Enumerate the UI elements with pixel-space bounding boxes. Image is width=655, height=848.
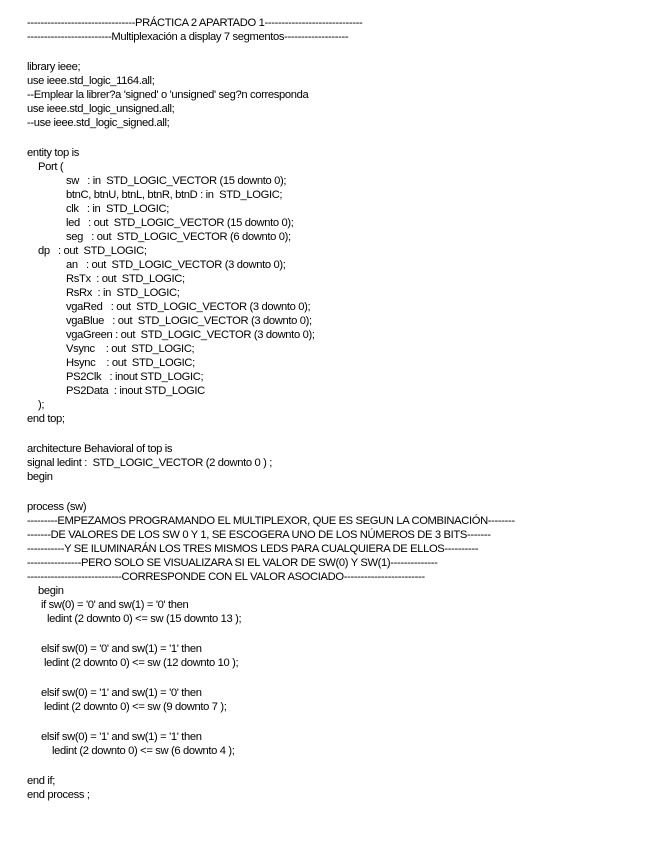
port-line: Hsync : out STD_LOGIC;: [66, 357, 195, 369]
code-line: ledint (2 downto 0) <= sw (9 downto 7 );: [44, 701, 227, 713]
port-line: PS2Clk : inout STD_LOGIC;: [66, 371, 204, 383]
comment-line: --Emplear la librer?a 'signed' o 'unsigned' seg?n corresponda: [27, 89, 309, 101]
port-line: vgaGreen : out STD_LOGIC_VECTOR (3 downto 0);: [66, 329, 315, 341]
code-line: if sw(0) = '0' and sw(1) = '0' then: [41, 599, 189, 611]
code-line: elsif sw(0) = '1' and sw(1) = '0' then: [41, 687, 202, 699]
code-line: Port (: [38, 161, 64, 173]
port-line: sw : in STD_LOGIC_VECTOR (15 downto 0);: [66, 175, 287, 187]
code-line: end process ;: [27, 789, 90, 801]
code-line: begin: [27, 471, 53, 483]
comment-line: ----------------PERO SOLO SE VISUALIZARA SI EL VALOR DE SW(0) Y SW(1)--------------: [27, 557, 438, 569]
port-line: btnC, btnU, btnL, btnR, btnD : in STD_LOGIC;: [66, 189, 283, 201]
port-line: seg : out STD_LOGIC_VECTOR (6 downto 0);: [66, 231, 291, 243]
port-line: dp : out STD_LOGIC;: [38, 245, 147, 257]
subtitle-line: -------------------------Multiplexación a display 7 segmentos-------------------: [27, 31, 349, 43]
code-line: end top;: [27, 413, 65, 425]
code-line: elsif sw(0) = '0' and sw(1) = '1' then: [41, 643, 202, 655]
code-line: entity top is: [27, 147, 80, 159]
code-line: architecture Behavioral of top is: [27, 443, 173, 455]
code-line: ledint (2 downto 0) <= sw (15 downto 13 );: [47, 613, 242, 625]
port-line: vgaBlue : out STD_LOGIC_VECTOR (3 downto 0);: [66, 315, 312, 327]
port-line: clk : in STD_LOGIC;: [66, 203, 169, 215]
code-line: end if;: [27, 775, 56, 787]
code-line: process (sw): [27, 501, 87, 513]
code-line: use ieee.std_logic_1164.all;: [27, 75, 155, 87]
port-line: PS2Data : inout STD_LOGIC: [66, 385, 205, 397]
code-line: ledint (2 downto 0) <= sw (12 downto 10 );: [44, 657, 239, 669]
port-line: RsRx : in STD_LOGIC;: [66, 287, 180, 299]
code-line: library ieee;: [27, 61, 81, 73]
code-line: elsif sw(0) = '1' and sw(1) = '1' then: [41, 731, 202, 743]
port-line: an : out STD_LOGIC_VECTOR (3 downto 0);: [66, 259, 286, 271]
port-line: vgaRed : out STD_LOGIC_VECTOR (3 downto 0);: [66, 301, 311, 313]
port-line: Vsync : out STD_LOGIC;: [66, 343, 195, 355]
title-line: --------------------------------PRÁCTICA 2 APARTADO 1-----------------------------: [27, 17, 363, 29]
code-line: begin: [38, 585, 64, 597]
comment-line: --use ieee.std_logic_signed.all;: [27, 117, 170, 129]
code-line: signal ledint : STD_LOGIC_VECTOR (2 downto 0 ) ;: [27, 457, 273, 469]
code-line: );: [38, 399, 45, 411]
comment-line: ----------------------------CORRESPONDE CON EL VALOR ASOCIADO------------------------: [27, 571, 425, 583]
code-line: use ieee.std_logic_unsigned.all;: [27, 103, 175, 115]
code-line: ledint (2 downto 0) <= sw (6 downto 4 );: [52, 745, 235, 757]
comment-line: -----------Y SE ILUMINARÁN LOS TRES MISMOS LEDS PARA CUALQUIERA DE ELLOS----------: [27, 543, 479, 555]
port-line: led : out STD_LOGIC_VECTOR (15 downto 0);: [66, 217, 294, 229]
comment-line: ---------EMPEZAMOS PROGRAMANDO EL MULTIPLEXOR, QUE ES SEGUN LA COMBINACIÓN--------: [27, 515, 515, 527]
port-line: RsTx : out STD_LOGIC;: [66, 273, 185, 285]
comment-line: -------DE VALORES DE LOS SW 0 Y 1, SE ESCOGERA UNO DE LOS NÚMEROS DE 3 BITS-------: [27, 529, 491, 541]
